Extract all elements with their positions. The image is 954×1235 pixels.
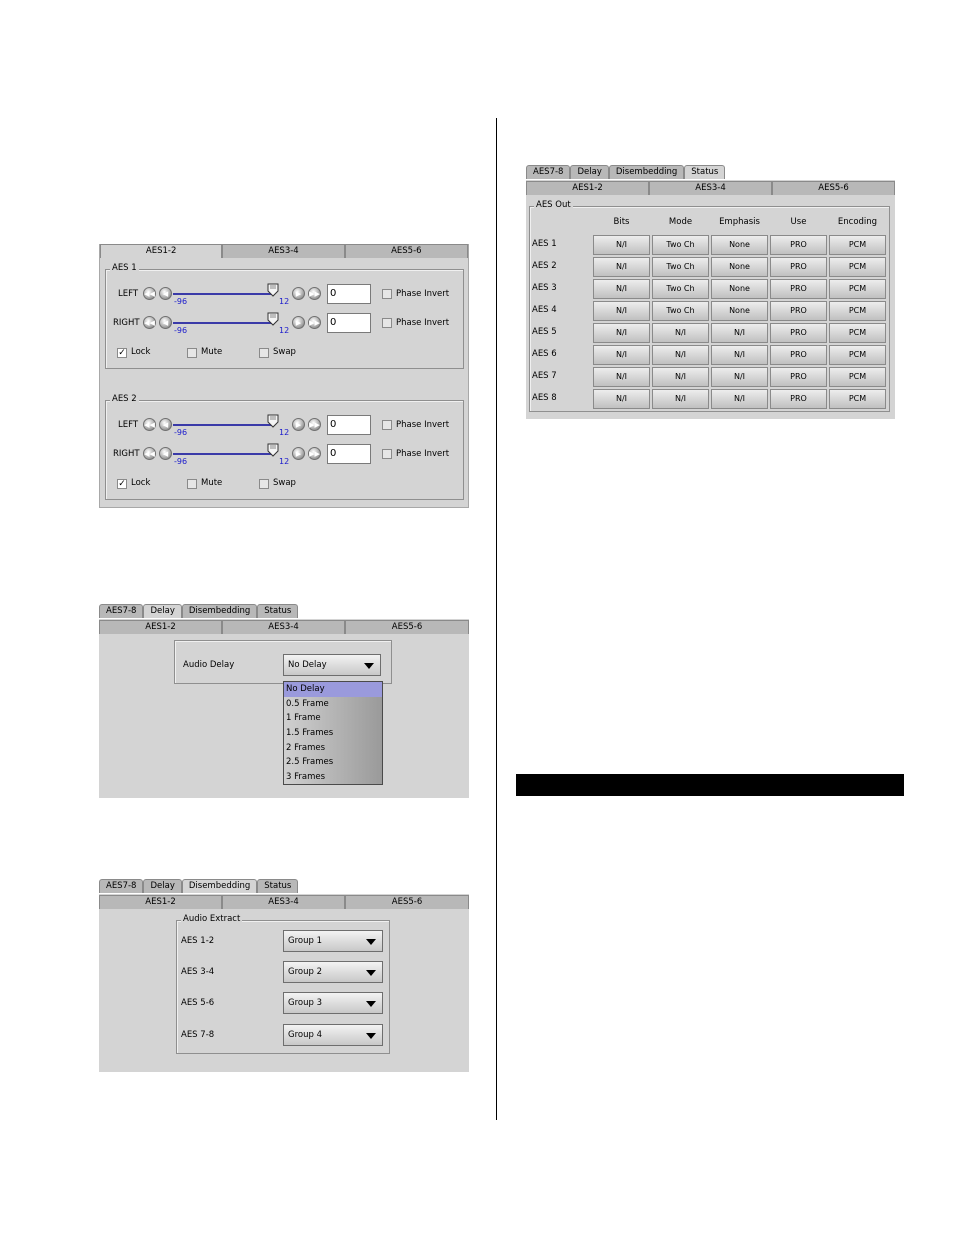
tab-aes3-4[interactable]: AES3-4 xyxy=(222,620,345,634)
delay-options-list[interactable] xyxy=(283,681,383,785)
extract-group-select[interactable] xyxy=(283,1024,383,1046)
selected-value: Group 4 xyxy=(288,1030,322,1040)
channel-label-left: LEFT xyxy=(118,289,139,299)
status-cell: PCM xyxy=(829,367,886,387)
mute-checkbox[interactable] xyxy=(187,479,197,489)
step-forward-icon[interactable]: ▶ xyxy=(292,447,305,460)
status-cell: PCM xyxy=(829,301,886,321)
step-forward-icon[interactable]: ▶ xyxy=(292,287,305,300)
section-heading-bar xyxy=(516,774,904,796)
status-cell: None xyxy=(711,279,768,299)
row-label: AES 3 xyxy=(532,283,557,293)
status-cell: N/I xyxy=(652,389,709,409)
tab-delay[interactable]: Delay xyxy=(143,879,181,893)
slider-max-value: 12 xyxy=(279,457,290,466)
status-panel xyxy=(526,165,895,419)
step-back-icon[interactable]: ◀ xyxy=(159,287,172,300)
mute-label: Mute xyxy=(201,347,223,357)
step-back-icon[interactable]: ◀ xyxy=(159,418,172,431)
status-cell: PCM xyxy=(829,235,886,255)
level-slider-track[interactable] xyxy=(173,424,273,426)
lock-label: Lock xyxy=(131,478,151,488)
tab-status[interactable]: Status xyxy=(257,879,298,893)
selected-value: No Delay xyxy=(288,660,327,670)
tab-aes5-6[interactable]: AES5-6 xyxy=(345,895,469,909)
slider-max-value: 12 xyxy=(279,326,290,335)
step-back-icon[interactable]: ◀ xyxy=(159,447,172,460)
step-forward-icon[interactable]: ▶ xyxy=(292,316,305,329)
audio-delay-select[interactable] xyxy=(283,654,381,676)
level-value-field[interactable]: 0 xyxy=(327,313,371,333)
aes1-group xyxy=(105,263,464,369)
tab-aes1-2[interactable]: AES1-2 xyxy=(99,620,222,634)
dropdown-option[interactable]: 1.5 Frames xyxy=(286,728,334,739)
row-label: AES 8 xyxy=(532,393,557,403)
status-cell: PRO xyxy=(770,345,827,365)
status-cell: N/I xyxy=(593,389,650,409)
aes2-group xyxy=(105,394,464,500)
status-cell: N/I xyxy=(593,323,650,343)
channel-label-right: RIGHT xyxy=(113,449,140,459)
tab-aes1-2[interactable]: AES1-2 xyxy=(100,244,222,258)
chevron-down-icon[interactable] xyxy=(366,1001,376,1007)
fast-forward-icon[interactable]: ▶▶ xyxy=(308,418,321,431)
level-slider-track[interactable] xyxy=(173,322,273,324)
status-cell: PCM xyxy=(829,323,886,343)
tab-aes3-4[interactable]: AES3-4 xyxy=(649,181,772,195)
row-label: AES 4 xyxy=(532,305,557,315)
tab-aes1-2[interactable]: AES1-2 xyxy=(526,181,649,195)
chevron-down-icon[interactable] xyxy=(366,939,376,945)
slider-thumb-icon[interactable] xyxy=(267,414,279,428)
status-cell: N/I xyxy=(593,235,650,255)
status-cell: N/I xyxy=(593,257,650,277)
swap-label: Swap xyxy=(273,347,296,357)
status-cell: None xyxy=(711,257,768,277)
status-cell: PCM xyxy=(829,257,886,277)
tab-aes5-6[interactable]: AES5-6 xyxy=(772,181,895,195)
lock-label: Lock xyxy=(131,347,151,357)
status-cell: N/I xyxy=(652,367,709,387)
tab-status[interactable]: Status xyxy=(257,604,298,618)
level-value-field[interactable]: 0 xyxy=(327,415,371,435)
status-cell: N/I xyxy=(711,345,768,365)
phase-invert-label: Phase Invert xyxy=(396,449,450,459)
swap-checkbox[interactable] xyxy=(259,479,269,489)
group-title: AES 1 xyxy=(112,263,137,273)
extract-group-select[interactable] xyxy=(283,930,383,952)
group-title: AES 2 xyxy=(112,394,137,404)
swap-label: Swap xyxy=(273,478,296,488)
extract-group-select[interactable] xyxy=(283,961,383,983)
fast-rewind-icon[interactable]: ◀◀ xyxy=(143,287,156,300)
phase-invert-label: Phase Invert xyxy=(396,289,450,299)
status-cell: PRO xyxy=(770,367,827,387)
tab-disembedding[interactable]: Disembedding xyxy=(182,879,257,893)
status-cell: PRO xyxy=(770,257,827,277)
status-cell: PRO xyxy=(770,389,827,409)
dropdown-option[interactable]: 2.5 Frames xyxy=(286,757,334,768)
step-forward-icon[interactable]: ▶ xyxy=(292,418,305,431)
dropdown-option[interactable]: 1 Frame xyxy=(286,713,321,724)
status-cell: N/I xyxy=(711,389,768,409)
slider-thumb-icon[interactable] xyxy=(267,283,279,297)
selected-value: Group 3 xyxy=(288,998,322,1008)
channel-label-left: LEFT xyxy=(118,420,139,430)
status-cell: PCM xyxy=(829,345,886,365)
status-cell: N/I xyxy=(593,279,650,299)
level-value-field[interactable]: 0 xyxy=(327,284,371,304)
column-header: Use xyxy=(790,217,807,227)
levels-panel xyxy=(99,244,469,508)
status-cell: PRO xyxy=(770,235,827,255)
level-slider-track[interactable] xyxy=(173,453,273,455)
status-cell: N/I xyxy=(711,323,768,343)
fast-rewind-icon[interactable]: ◀◀ xyxy=(143,316,156,329)
column-header: Emphasis xyxy=(719,217,760,227)
column-divider xyxy=(496,118,497,1120)
phase-invert-label: Phase Invert xyxy=(396,318,450,328)
audio-delay-label: Audio Delay xyxy=(183,660,235,670)
disembedding-panel xyxy=(99,879,469,1072)
extract-row-label: AES 7-8 xyxy=(181,1030,215,1040)
chevron-down-icon[interactable] xyxy=(366,970,376,976)
tab-delay[interactable]: Delay xyxy=(570,165,608,179)
status-cell: N/I xyxy=(652,323,709,343)
status-cell: Two Ch xyxy=(652,235,709,255)
status-cell: PCM xyxy=(829,279,886,299)
lock-checkbox[interactable]: ✓ xyxy=(118,479,126,489)
mute-label: Mute xyxy=(201,478,223,488)
status-cell: N/I xyxy=(711,367,768,387)
phase-invert-checkbox[interactable] xyxy=(382,289,392,299)
row-label: AES 5 xyxy=(532,327,557,337)
status-cell: PRO xyxy=(770,323,827,343)
status-cell: N/I xyxy=(593,301,650,321)
dropdown-option[interactable]: 0.5 Frame xyxy=(286,698,329,709)
phase-invert-label: Phase Invert xyxy=(396,420,450,430)
step-back-icon[interactable]: ◀ xyxy=(159,316,172,329)
extract-group-select[interactable] xyxy=(283,992,383,1014)
row-label: AES 1 xyxy=(532,239,557,249)
slider-min-value: -96 xyxy=(174,326,188,335)
fast-rewind-icon[interactable]: ◀◀ xyxy=(143,447,156,460)
chevron-down-icon[interactable] xyxy=(366,1033,376,1039)
slider-thumb-icon[interactable] xyxy=(267,443,279,457)
status-cell: N/I xyxy=(652,345,709,365)
dropdown-option[interactable]: 2 Frames xyxy=(286,742,326,753)
level-value-field[interactable]: 0 xyxy=(327,444,371,464)
mute-checkbox[interactable] xyxy=(187,348,197,358)
status-cell: PRO xyxy=(770,279,827,299)
tab-aes7-8[interactable]: AES7-8 xyxy=(99,604,143,618)
lock-checkbox[interactable]: ✓ xyxy=(118,348,126,358)
group-title: Audio Extract xyxy=(183,914,241,924)
row-label: AES 2 xyxy=(532,261,557,271)
channel-label-right: RIGHT xyxy=(113,318,140,328)
status-cell: None xyxy=(711,235,768,255)
column-header: Encoding xyxy=(837,217,878,227)
chevron-down-icon[interactable] xyxy=(364,663,374,669)
fast-rewind-icon[interactable]: ◀◀ xyxy=(143,418,156,431)
group-title: AES Out xyxy=(536,200,571,210)
tab-aes5-6[interactable]: AES5-6 xyxy=(345,244,468,258)
phase-invert-checkbox[interactable] xyxy=(382,449,392,459)
extract-row-label: AES 3-4 xyxy=(181,967,215,977)
tab-aes5-6[interactable]: AES5-6 xyxy=(345,620,469,634)
phase-invert-checkbox[interactable] xyxy=(382,318,392,328)
tab-status[interactable]: Status xyxy=(684,165,725,179)
status-cell: Two Ch xyxy=(652,301,709,321)
delay-panel xyxy=(99,604,469,798)
dropdown-option[interactable]: 3 Frames xyxy=(286,772,326,783)
level-slider-track[interactable] xyxy=(173,293,273,295)
slider-min-value: -96 xyxy=(174,428,188,437)
extract-row-label: AES 1-2 xyxy=(181,936,215,946)
status-cell: N/I xyxy=(593,345,650,365)
slider-thumb-icon[interactable] xyxy=(267,312,279,326)
status-cell: N/I xyxy=(593,367,650,387)
phase-invert-checkbox[interactable] xyxy=(382,420,392,430)
fast-forward-icon[interactable]: ▶▶ xyxy=(308,287,321,300)
tab-aes3-4[interactable]: AES3-4 xyxy=(222,895,345,909)
extract-row-label: AES 5-6 xyxy=(181,998,215,1008)
column-header: Bits xyxy=(613,217,630,227)
column-header: Mode xyxy=(668,217,693,227)
status-cell: PCM xyxy=(829,389,886,409)
tab-aes3-4[interactable]: AES3-4 xyxy=(222,244,344,258)
tab-disembedding[interactable]: Disembedding xyxy=(182,604,257,618)
slider-max-value: 12 xyxy=(279,428,290,437)
dropdown-option[interactable]: No Delay xyxy=(284,682,382,697)
tab-aes7-8[interactable]: AES7-8 xyxy=(526,165,570,179)
fast-forward-icon[interactable]: ▶▶ xyxy=(308,316,321,329)
fast-forward-icon[interactable]: ▶▶ xyxy=(308,447,321,460)
status-cell: PRO xyxy=(770,301,827,321)
tab-aes7-8[interactable]: AES7-8 xyxy=(99,879,143,893)
tab-aes1-2[interactable]: AES1-2 xyxy=(99,895,222,909)
tab-delay[interactable]: Delay xyxy=(143,604,181,618)
slider-min-value: -96 xyxy=(174,457,188,466)
row-label: AES 7 xyxy=(532,371,557,381)
slider-min-value: -96 xyxy=(174,297,188,306)
status-cell: Two Ch xyxy=(652,257,709,277)
selected-value: Group 2 xyxy=(288,967,322,977)
row-label: AES 6 xyxy=(532,349,557,359)
selected-value: Group 1 xyxy=(288,936,322,946)
slider-max-value: 12 xyxy=(279,297,290,306)
swap-checkbox[interactable] xyxy=(259,348,269,358)
tab-disembedding[interactable]: Disembedding xyxy=(609,165,684,179)
status-cell: Two Ch xyxy=(652,279,709,299)
status-cell: None xyxy=(711,301,768,321)
